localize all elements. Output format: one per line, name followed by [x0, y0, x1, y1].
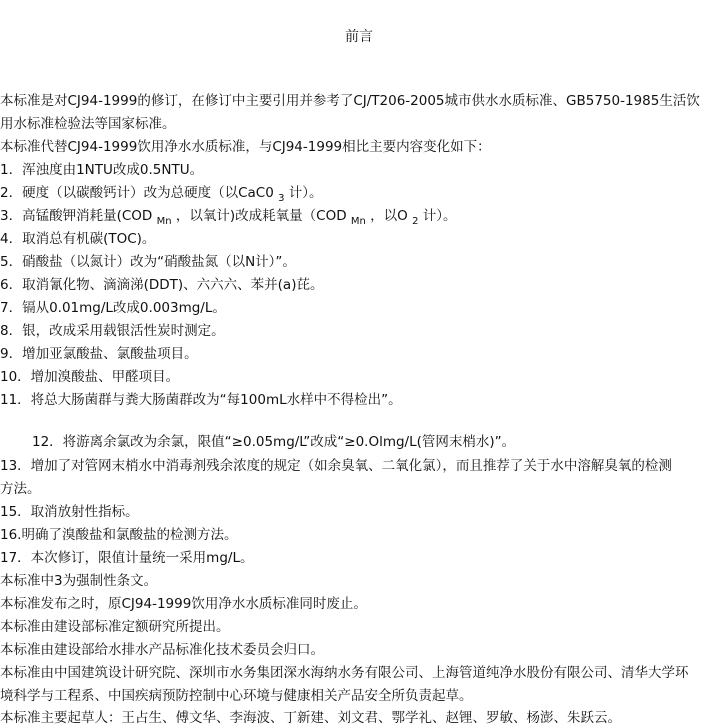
list-item: 4．取消总有机碳(TOC)。 [0, 231, 156, 247]
paragraph-line: 本标准由中国建筑设计研究院、深圳市水务集团深水海纳水务有限公司、上海管道纯净水股份有限公司、清华大学环 [0, 665, 689, 681]
subscript: Mn [350, 216, 366, 227]
list-item: 16.明确了溴酸盐和氯酸盐的检测方法。 [0, 527, 238, 543]
list-item: 15．取消放射性指标。 [0, 504, 139, 520]
paragraph-line: 本标准由建设部标准定额研究所提出。 [0, 619, 230, 635]
paragraph-line: 本标准发布之时，原CJ94-1999饮用净水水质标准同时废止。 [0, 596, 367, 612]
list-item-text: 计）。 [288, 185, 323, 201]
paragraph-line: 境科学与工程系、中国疾病预防控制中心环境与健康相关产品安全所负责起草。 [0, 688, 473, 704]
list-item [0, 183, 323, 203]
list-item: 11．将总大肠菌群与粪大肠菌群改为“每100mL水样中不得检出”。 [0, 392, 402, 408]
paragraph-line: 本标准是对CJ94-1999的修订，在修订中主要引用并参考了CJ/T206-2005城市供水水质标准、GB5750-1985生活饮 [0, 93, 700, 109]
paragraph-line: 本标准代替CJ94-1999饮用净水水质标准，与CJ94-1999相比主要内容变化如下： [0, 139, 491, 155]
list-item: 方法。 [0, 481, 41, 497]
list-item-text: ，以O [370, 208, 408, 224]
list-item: 9．增加亚氯酸盐、氯酸盐项目。 [0, 346, 198, 362]
list-item: 7．镉从0.01mg/L改成0.003mg/L。 [0, 300, 226, 316]
list-item-text: 计）。 [422, 208, 457, 224]
list-item-text: 2．硬度（以碳酸钙计）改为总硬度（以CaC0 [0, 185, 274, 201]
list-item: 13．增加了对管网末梢水中消毒剂残余浓度的规定（如余臭氧、二氧化氯），而且推荐了关于水中溶解臭氧的检测 [0, 458, 672, 474]
subscript: 3 [278, 193, 285, 204]
paragraph-line: 本标准主要起草人：王占生、傅文华、李海波、丁新建、刘文君、鄂学礼、赵锂、罗敏、杨澎、朱跃云。 [0, 710, 621, 726]
list-item: 6．取消氰化物、滴滴涕(DDT)、六六六、苯并(a)芘。 [0, 277, 324, 293]
list-item: 10．增加溴酸盐、甲醛项目。 [0, 369, 180, 385]
page-title: 前言 [345, 29, 373, 45]
subscript: 2 [412, 216, 419, 227]
list-item: 5．硝酸盐（以氮计）改为“硝酸盐氮（以N计）”。 [0, 254, 296, 270]
list-item: 8．银，改成采用载银活性炭时测定。 [0, 323, 225, 339]
subscript: Mn [156, 216, 172, 227]
list-item-text: 3．高锰酸钾消耗量(COD [0, 208, 153, 224]
paragraph-line: 本标准中3为强制性条文。 [0, 573, 158, 589]
paragraph-line: 用水标准检验法等国家标准。 [0, 116, 176, 132]
list-item: 1．浑浊度由1NTU改成0.5NTU。 [0, 162, 204, 178]
paragraph-line: 本标准由建设部给水排水产品标准化技术委员会归口。 [0, 642, 324, 658]
list-item: 17．本次修订，限值计量统一采用mg/L。 [0, 550, 254, 566]
list-item-text: ，以氧计)改成耗氧量（COD [175, 208, 347, 224]
list-item: 12．将游离余氯改为余氯，限值“≥0.05mg/L”改成“≥0.Olmg/L(管网末梢水)”。 [32, 434, 516, 450]
list-item [0, 206, 457, 226]
